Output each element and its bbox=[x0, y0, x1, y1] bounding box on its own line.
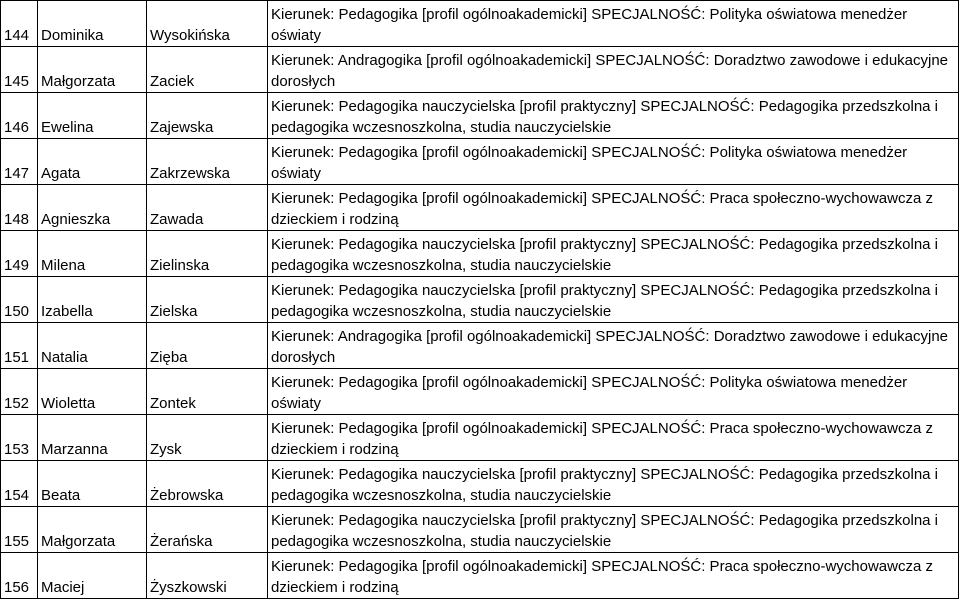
study-program-cell: Kierunek: Pedagogika [profil ogólnoakademicki] SPECJALNOŚĆ: Polityka oświatowa menedżer oświaty bbox=[268, 369, 959, 415]
table-row bbox=[1, 369, 959, 415]
table-row bbox=[1, 553, 959, 599]
table-row bbox=[1, 139, 959, 185]
first-name-cell: Maciej bbox=[38, 553, 147, 599]
last-name-cell: Wysokińska bbox=[147, 1, 268, 47]
study-program-cell: Kierunek: Pedagogika nauczycielska [profil praktyczny] SPECJALNOŚĆ: Pedagogika przedszkolna i pedagogika wczesnoszkolna, studia nauczycielskie bbox=[268, 507, 959, 553]
row-number-cell: 148 bbox=[1, 185, 38, 231]
row-number-cell: 150 bbox=[1, 277, 38, 323]
row-number-cell: 147 bbox=[1, 139, 38, 185]
first-name-cell: Natalia bbox=[38, 323, 147, 369]
first-name-cell: Beata bbox=[38, 461, 147, 507]
study-program-cell: Kierunek: Pedagogika [profil ogólnoakademicki] SPECJALNOŚĆ: Praca społeczno-wychowawcza z dzieckiem i rodziną bbox=[268, 185, 959, 231]
first-name-cell: Małgorzata bbox=[38, 507, 147, 553]
table-row bbox=[1, 93, 959, 139]
first-name-cell: Marzanna bbox=[38, 415, 147, 461]
last-name-cell: Zontek bbox=[147, 369, 268, 415]
last-name-cell: Zielinska bbox=[147, 231, 268, 277]
table-row bbox=[1, 1, 959, 47]
last-name-cell: Zawada bbox=[147, 185, 268, 231]
last-name-cell: Zielska bbox=[147, 277, 268, 323]
row-number-cell: 156 bbox=[1, 553, 38, 599]
study-program-cell: Kierunek: Pedagogika nauczycielska [profil praktyczny] SPECJALNOŚĆ: Pedagogika przedszkolna i pedagogika wczesnoszkolna, studia nauczycielskie bbox=[268, 93, 959, 139]
table-row bbox=[1, 461, 959, 507]
last-name-cell: Zysk bbox=[147, 415, 268, 461]
first-name-cell: Izabella bbox=[38, 277, 147, 323]
study-program-cell: Kierunek: Pedagogika nauczycielska [profil praktyczny] SPECJALNOŚĆ: Pedagogika przedszkolna i pedagogika wczesnoszkolna, studia nauczycielskie bbox=[268, 277, 959, 323]
first-name-cell: Agata bbox=[38, 139, 147, 185]
last-name-cell: Żerańska bbox=[147, 507, 268, 553]
study-program-cell: Kierunek: Pedagogika nauczycielska [profil praktyczny] SPECJALNOŚĆ: Pedagogika przedszkolna i pedagogika wczesnoszkolna, studia nauczycielskie bbox=[268, 461, 959, 507]
first-name-cell: Małgorzata bbox=[38, 47, 147, 93]
first-name-cell: Wioletta bbox=[38, 369, 147, 415]
last-name-cell: Zakrzewska bbox=[147, 139, 268, 185]
table-row bbox=[1, 415, 959, 461]
study-program-cell: Kierunek: Pedagogika [profil ogólnoakademicki] SPECJALNOŚĆ: Polityka oświatowa menedżer oświaty bbox=[268, 139, 959, 185]
table-row bbox=[1, 231, 959, 277]
last-name-cell: Żyszkowski bbox=[147, 553, 268, 599]
first-name-cell: Ewelina bbox=[38, 93, 147, 139]
table-row bbox=[1, 185, 959, 231]
row-number-cell: 146 bbox=[1, 93, 38, 139]
first-name-cell: Agnieszka bbox=[38, 185, 147, 231]
row-number-cell: 153 bbox=[1, 415, 38, 461]
row-number-cell: 155 bbox=[1, 507, 38, 553]
row-number-cell: 149 bbox=[1, 231, 38, 277]
table-row bbox=[1, 323, 959, 369]
row-number-cell: 154 bbox=[1, 461, 38, 507]
row-number-cell: 144 bbox=[1, 1, 38, 47]
study-program-cell: Kierunek: Pedagogika [profil ogólnoakademicki] SPECJALNOŚĆ: Praca społeczno-wychowawcza z dzieckiem i rodziną bbox=[268, 415, 959, 461]
table-row bbox=[1, 277, 959, 323]
last-name-cell: Zajewska bbox=[147, 93, 268, 139]
study-program-cell: Kierunek: Andragogika [profil ogólnoakademicki] SPECJALNOŚĆ: Doradztwo zawodowe i edukacyjne dorosłych bbox=[268, 323, 959, 369]
first-name-cell: Dominika bbox=[38, 1, 147, 47]
row-number-cell: 145 bbox=[1, 47, 38, 93]
table-row bbox=[1, 507, 959, 553]
study-program-cell: Kierunek: Pedagogika [profil ogólnoakademicki] SPECJALNOŚĆ: Praca społeczno-wychowawcza z dzieckiem i rodziną bbox=[268, 553, 959, 599]
study-program-cell: Kierunek: Pedagogika [profil ogólnoakademicki] SPECJALNOŚĆ: Polityka oświatowa menedżer oświaty bbox=[268, 1, 959, 47]
first-name-cell: Milena bbox=[38, 231, 147, 277]
last-name-cell: Zaciek bbox=[147, 47, 268, 93]
study-program-cell: Kierunek: Pedagogika nauczycielska [profil praktyczny] SPECJALNOŚĆ: Pedagogika przedszkolna i pedagogika wczesnoszkolna, studia nauczycielskie bbox=[268, 231, 959, 277]
row-number-cell: 152 bbox=[1, 369, 38, 415]
last-name-cell: Zięba bbox=[147, 323, 268, 369]
row-number-cell: 151 bbox=[1, 323, 38, 369]
last-name-cell: Żebrowska bbox=[147, 461, 268, 507]
table-row bbox=[1, 47, 959, 93]
study-program-cell: Kierunek: Andragogika [profil ogólnoakademicki] SPECJALNOŚĆ: Doradztwo zawodowe i edukacyjne dorosłych bbox=[268, 47, 959, 93]
